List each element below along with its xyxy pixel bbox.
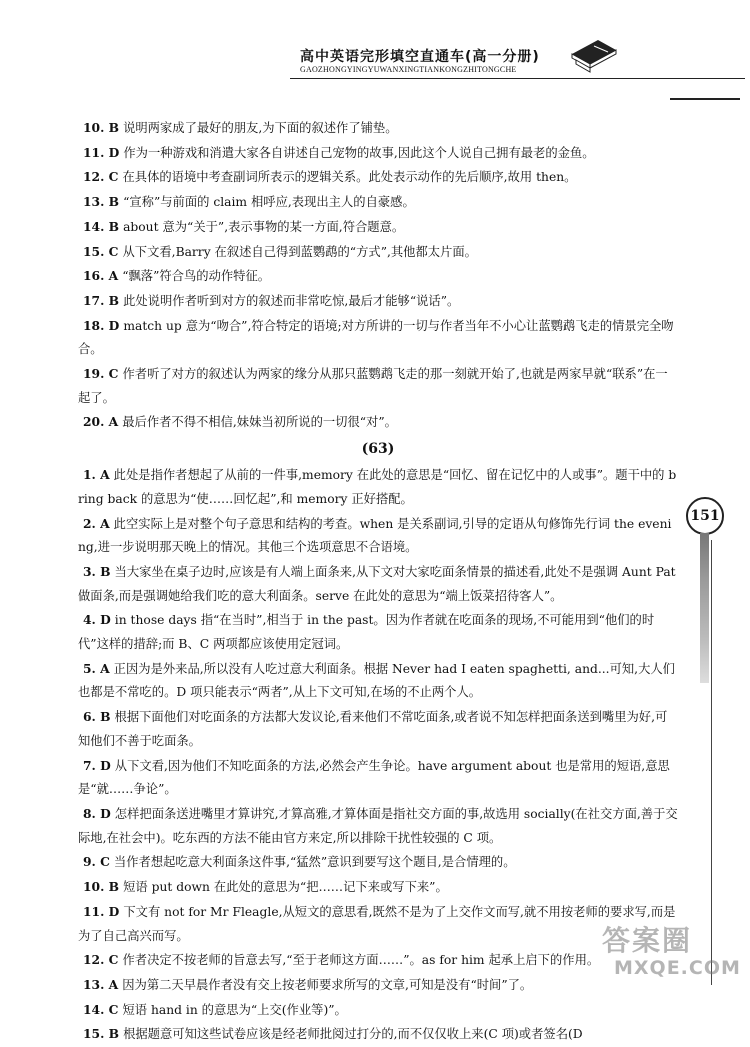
section-heading: (63) [361,441,395,458]
answer-number: 8. D [83,805,111,821]
answer-item [78,141,678,166]
answer-number: 14. B [83,218,120,234]
answer-number: 13. B [83,194,120,210]
answer-item [78,754,678,802]
answer-item [78,705,678,753]
answer-item [78,1022,678,1047]
answer-number: 17. B [83,292,120,308]
answer-item [78,657,678,705]
answer-item [78,215,678,240]
answer-content [78,116,678,1047]
answer-explanation: match up 意为“吻合”,符合特定的语境;对方所讲的一切与作者当年不小心让蓝鹦鹉飞走的情景完全吻合。 [78,318,674,357]
answer-explanation: 当大家坐在桌子边时,应该是有人端上面条来,从下文对大家吃面条情景的描述看,此处不是强调 Aunt Pat 做面条,而是强调她给我们吃的意大利面条。serve 在此处的意思为“端上饭菜招待客人”。 [78,564,676,603]
answer-number: 14. C [83,1001,119,1017]
watermark-text-bottom: MXQE.COM [614,957,741,979]
book-title: 高中英语完形填空直通车(高一分册) [300,49,540,65]
answer-number: 10. B [83,120,120,135]
answer-number: 9. C [83,854,110,870]
answer-item [78,463,678,511]
answer-explanation: 短语 put down 在此处的意思为“把……记下来或写下来”。 [123,880,448,895]
answer-number: 18. D [83,317,120,333]
answer-item [78,850,678,875]
answer-explanation: in those days 指“在当时”,相当于 in the past。因为作者就在吃面条的现场,不可能用到“他们的时代”这样的措辞;而 B、C 两项都应该使用定冠词。 [78,613,655,652]
answer-number: 4. D [83,612,111,628]
answer-item [78,948,678,973]
answer-number: 16. A [83,268,119,284]
answer-item [78,900,678,948]
answer-item [78,973,678,998]
answer-explanation: 从下文看,Barry 在叙述自己得到蓝鹦鹉的“方式”,其他都太片面。 [122,244,477,259]
answer-list-top [78,116,678,435]
answer-explanation: 从下文看,因为他们不知吃面条的方法,必然会产生争论。have argument about 也是常用的短语,意思是“就……争论”。 [78,758,670,797]
answer-item [78,410,678,435]
answer-item [78,165,678,190]
header-rule [290,78,745,79]
answer-item [78,362,678,410]
answer-number: 10. B [83,879,120,895]
answer-item [78,998,678,1023]
answer-number: 5. A [83,660,110,676]
answer-explanation: 正因为是外来品,所以没有人吃过意大利面条。根据 Never had I eaten spaghetti, and...可知,大人们也都是不常吃的。D 项只能表示“两者”,从上下文可知,在场的不止两个人。 [78,661,675,700]
answer-explanation: 因为第二天早晨作者没有交上按老师要求所写的文章,可知是没有“时间”了。 [122,977,533,992]
answer-explanation: 此处是指作者想起了从前的一件事,memory 在此处的意思是“回忆、留在记忆中的人或事”。题干中的 bring back 的意思为“使……回忆起”,和 memory 正好搭配。 [78,468,677,506]
answer-number: 2. A [83,515,110,531]
answer-item [78,240,678,265]
answer-number: 20. A [83,414,119,430]
answer-number: 15. C [83,243,119,259]
answer-number: 6. B [83,709,111,725]
watermark-logo [592,919,742,979]
answer-explanation: 此处说明作者听到对方的叙述而非常吃惊,最后才能够“说话”。 [123,293,460,308]
answer-number: 11. D [83,144,120,160]
answer-explanation: 在具体的语境中考查副词所表示的逻辑关系。此处表示动作的先后顺序,故用 then。 [122,170,577,185]
answer-item [78,314,678,362]
running-header [290,40,740,90]
answer-item [78,802,678,850]
answer-number: 3. B [83,563,111,579]
answer-explanation: “宣称”与前面的 claim 相呼应,表现出主人的自豪感。 [123,195,415,210]
answer-item [78,875,678,900]
answer-item [78,264,678,289]
answer-explanation: 下文有 not for Mr Fleagle,从短文的意思看,既然不是为了上交作文而写,就不用按老师的要求写,而是为了自己高兴而写。 [78,904,676,943]
page-number-badge: 151 [686,497,724,535]
answer-explanation: 说明两家成了最好的朋友,为下面的叙述作了铺垫。 [123,121,398,135]
answer-explanation: 根据题意可知这些试卷应该是经老师批阅过打分的,而不仅仅收上来(C 项)或者签名(D [123,1027,583,1042]
answer-item [78,608,678,656]
answer-item [78,512,678,560]
answer-number: 1. A [83,467,110,483]
answer-item [78,190,678,215]
page-edge-shading [700,533,709,683]
answer-explanation: 怎样把面条送进嘴里才算讲究,才算高雅,才算体面是指社交方面的事,故选用 socially(在社交方面,善于交际地,在社会中)。吃东西的方法不能由官方来定,所以排除干扰性较强的 C 项。 [78,806,678,845]
answer-number: 11. D [83,903,120,919]
answer-explanation: “飘落”符合鸟的动作特征。 [122,269,271,284]
book-title-pinyin: GAOZHONGYINGYUWANXINGTIANKONGZHITONGCHE [300,65,517,74]
answer-item [78,560,678,608]
answer-explanation: about 意为“关于”,表示事物的某一方面,符合题意。 [123,219,405,234]
answer-item [78,116,678,141]
answer-explanation: 此空实际上是对整个句子意思和结构的考查。when 是关系副词,引导的定语从句修饰先行词 the evening,进一步说明那天晚上的情况。其他三个选项意思不合语境。 [78,516,672,555]
answer-number: 13. A [83,976,119,992]
watermark-text-top: 答案圈 [602,924,693,957]
answer-list-bottom [78,463,678,1047]
answer-number: 12. C [83,952,119,968]
answer-item [78,289,678,314]
book-stack-icon [568,32,620,74]
answer-explanation: 最后作者不得不相信,妹妹当初所说的一切很“对”。 [122,415,397,430]
answer-number: 15. B [83,1026,120,1042]
answer-explanation: 短语 hand in 的意思为“上交(作业等)”。 [122,1002,347,1017]
answer-explanation: 当作者想起吃意大利面条这件事,“猛然”意识到要写这个题目,是合情理的。 [113,855,516,870]
answer-number: 19. C [83,366,119,382]
header-rule-right [670,98,740,100]
answer-explanation: 作者决定不按老师的旨意去写,“至于老师这方面……”。as for him 起承上启下的作用。 [122,953,600,968]
answer-number: 12. C [83,169,119,185]
answer-explanation: 根据下面他们对吃面条的方法都大发议论,看来他们不常吃面条,或者说不知怎样把面条送到嘴里为好,可知他们不善于吃面条。 [78,710,668,748]
answer-explanation: 作者听了对方的叙述认为两家的缘分从那只蓝鹦鹉飞走的那一刻就开始了,也就是两家早就“联系”在一起了。 [78,367,668,405]
answer-number: 7. D [83,757,111,773]
answer-explanation: 作为一种游戏和消遣大家各自讲述自己宠物的故事,因此这个人说自己拥有最老的金鱼。 [123,145,595,160]
